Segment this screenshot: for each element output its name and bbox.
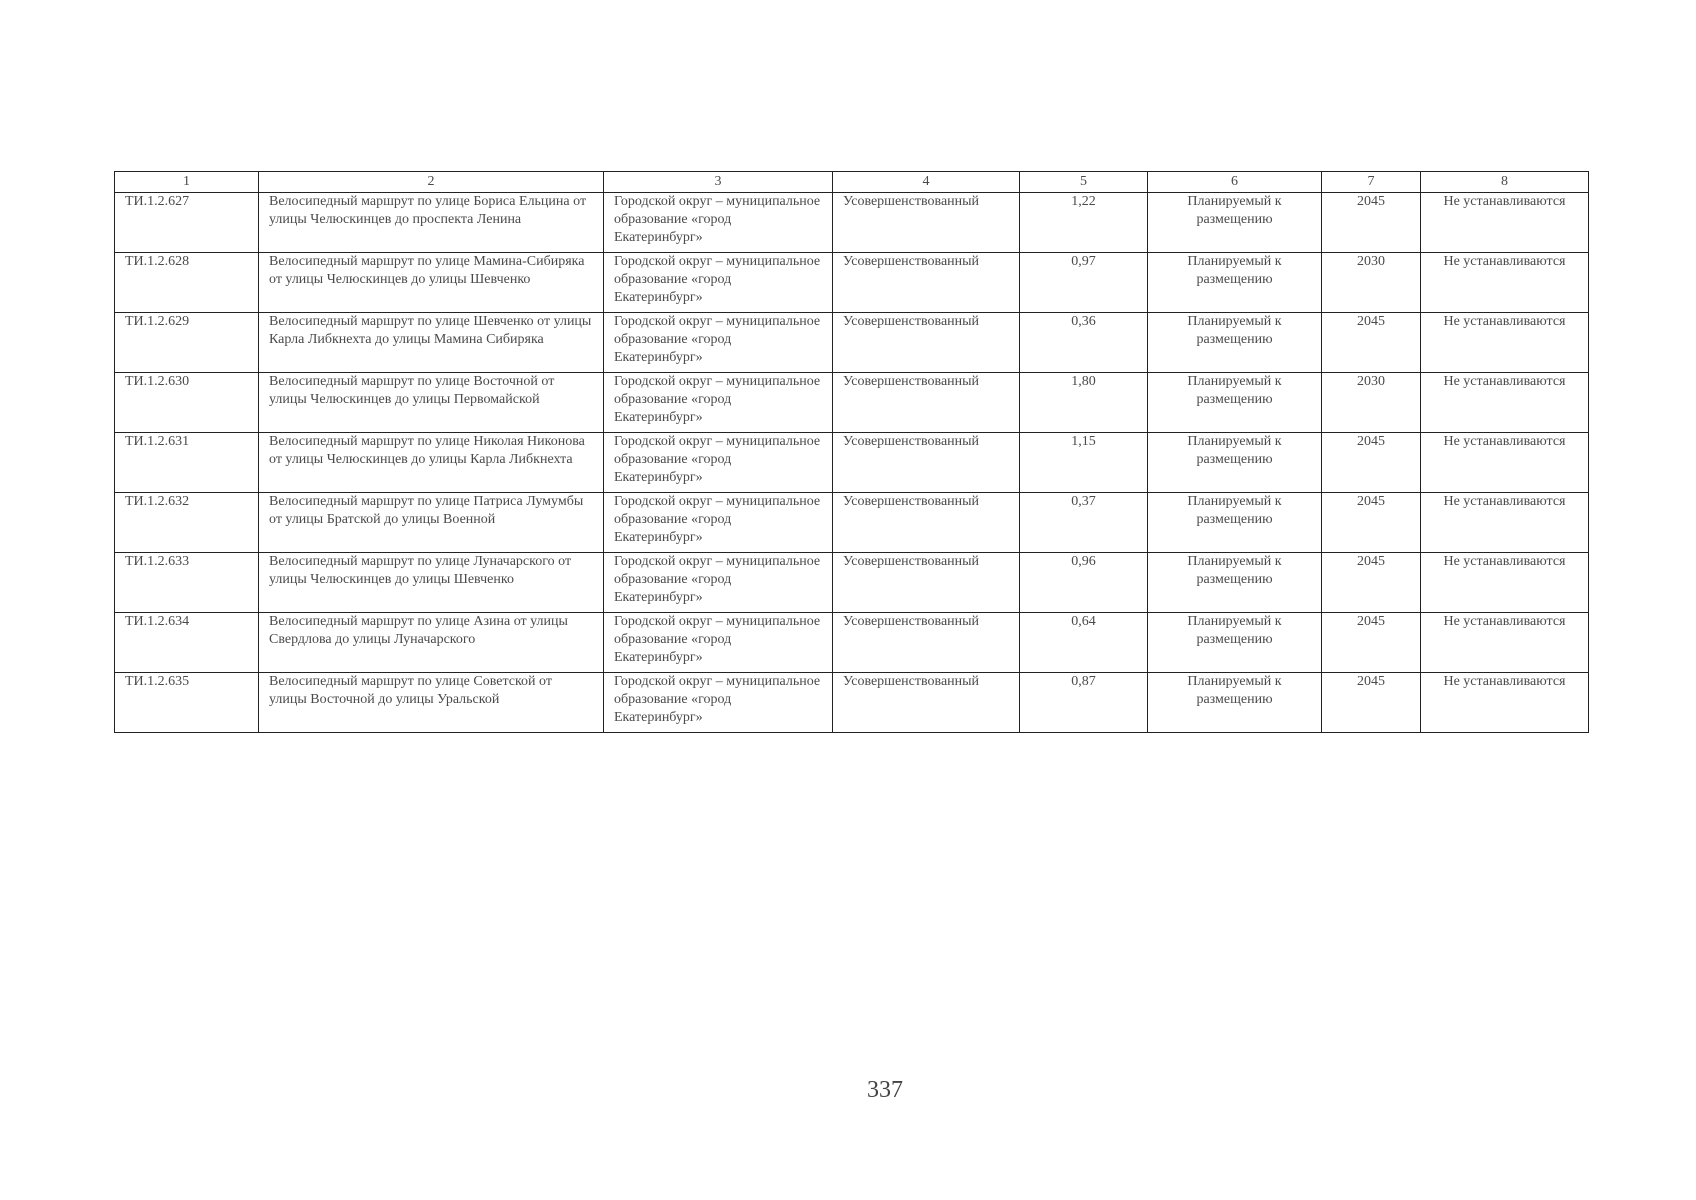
row-year: 2045 — [1322, 553, 1421, 613]
row-code: ТИ.1.2.631 — [115, 433, 259, 493]
row-name: Велосипедный маршрут по улице Николая Никонова от улицы Челюскинцев до улицы Карла Либкнехта — [259, 433, 604, 493]
row-year: 2030 — [1322, 253, 1421, 313]
table-body — [115, 193, 1589, 733]
row-code: ТИ.1.2.634 — [115, 613, 259, 673]
row-zones: Не устанавливаются — [1421, 253, 1589, 313]
row-location: Городской округ – муниципальное образование «город Екатеринбург» — [604, 613, 833, 673]
table-row — [115, 253, 1589, 313]
row-code: ТИ.1.2.635 — [115, 673, 259, 733]
row-length: 0,64 — [1020, 613, 1148, 673]
header-col-3: 3 — [604, 172, 833, 193]
row-name: Велосипедный маршрут по улице Шевченко от улицы Карла Либкнехта до улицы Мамина Сибиряка — [259, 313, 604, 373]
row-location: Городской округ – муниципальное образование «город Екатеринбург» — [604, 313, 833, 373]
row-zones: Не устанавливаются — [1421, 193, 1589, 253]
header-col-4: 4 — [833, 172, 1020, 193]
table-row — [115, 193, 1589, 253]
row-status: Планируемый к размещению — [1148, 433, 1322, 493]
table-row — [115, 673, 1589, 733]
row-type: Усовершенствованный — [833, 253, 1020, 313]
row-type: Усовершенствованный — [833, 673, 1020, 733]
row-status: Планируемый к размещению — [1148, 193, 1322, 253]
row-name: Велосипедный маршрут по улице Луначарского от улицы Челюскинцев до улицы Шевченко — [259, 553, 604, 613]
header-col-1: 1 — [115, 172, 259, 193]
row-type: Усовершенствованный — [833, 433, 1020, 493]
row-code: ТИ.1.2.628 — [115, 253, 259, 313]
row-code: ТИ.1.2.632 — [115, 493, 259, 553]
row-location: Городской округ – муниципальное образование «город Екатеринбург» — [604, 493, 833, 553]
row-location: Городской округ – муниципальное образование «город Екатеринбург» — [604, 433, 833, 493]
row-year: 2045 — [1322, 673, 1421, 733]
header-col-5: 5 — [1020, 172, 1148, 193]
row-zones: Не устанавливаются — [1421, 613, 1589, 673]
header-col-6: 6 — [1148, 172, 1322, 193]
row-code: ТИ.1.2.630 — [115, 373, 259, 433]
row-year: 2030 — [1322, 373, 1421, 433]
row-zones: Не устанавливаются — [1421, 673, 1589, 733]
row-status: Планируемый к размещению — [1148, 553, 1322, 613]
row-year: 2045 — [1322, 613, 1421, 673]
row-zones: Не устанавливаются — [1421, 313, 1589, 373]
row-code: ТИ.1.2.629 — [115, 313, 259, 373]
row-year: 2045 — [1322, 193, 1421, 253]
row-type: Усовершенствованный — [833, 553, 1020, 613]
row-location: Городской округ – муниципальное образование «город Екатеринбург» — [604, 553, 833, 613]
row-location: Городской округ – муниципальное образование «город Екатеринбург» — [604, 253, 833, 313]
row-length: 0,87 — [1020, 673, 1148, 733]
row-length: 1,15 — [1020, 433, 1148, 493]
row-status: Планируемый к размещению — [1148, 493, 1322, 553]
table-row — [115, 553, 1589, 613]
row-type: Усовершенствованный — [833, 313, 1020, 373]
row-location: Городской округ – муниципальное образование «город Екатеринбург» — [604, 673, 833, 733]
table-header-row — [115, 172, 1589, 193]
row-length: 0,97 — [1020, 253, 1148, 313]
row-length: 1,22 — [1020, 193, 1148, 253]
row-status: Планируемый к размещению — [1148, 373, 1322, 433]
table-row — [115, 613, 1589, 673]
row-code: ТИ.1.2.633 — [115, 553, 259, 613]
row-name: Велосипедный маршрут по улице Восточной от улицы Челюскинцев до улицы Первомайской — [259, 373, 604, 433]
row-name: Велосипедный маршрут по улице Патриса Лумумбы от улицы Братской до улицы Военной — [259, 493, 604, 553]
row-status: Планируемый к размещению — [1148, 613, 1322, 673]
row-year: 2045 — [1322, 313, 1421, 373]
row-status: Планируемый к размещению — [1148, 313, 1322, 373]
row-type: Усовершенствованный — [833, 613, 1020, 673]
table-row — [115, 313, 1589, 373]
row-code: ТИ.1.2.627 — [115, 193, 259, 253]
row-length: 0,96 — [1020, 553, 1148, 613]
row-length: 0,36 — [1020, 313, 1148, 373]
row-status: Планируемый к размещению — [1148, 673, 1322, 733]
table-row — [115, 373, 1589, 433]
row-length: 0,37 — [1020, 493, 1148, 553]
row-length: 1,80 — [1020, 373, 1148, 433]
row-type: Усовершенствованный — [833, 373, 1020, 433]
row-status: Планируемый к размещению — [1148, 253, 1322, 313]
header-col-8: 8 — [1421, 172, 1589, 193]
row-zones: Не устанавливаются — [1421, 553, 1589, 613]
header-col-2: 2 — [259, 172, 604, 193]
row-name: Велосипедный маршрут по улице Мамина-Сибиряка от улицы Челюскинцев до улицы Шевченко — [259, 253, 604, 313]
row-year: 2045 — [1322, 433, 1421, 493]
row-type: Усовершенствованный — [833, 493, 1020, 553]
row-name: Велосипедный маршрут по улице Азина от улицы Свердлова до улицы Луначарского — [259, 613, 604, 673]
table-row — [115, 433, 1589, 493]
row-name: Велосипедный маршрут по улице Бориса Ельцина от улицы Челюскинцев до проспекта Ленина — [259, 193, 604, 253]
row-zones: Не устанавливаются — [1421, 493, 1589, 553]
row-zones: Не устанавливаются — [1421, 433, 1589, 493]
table-row — [115, 493, 1589, 553]
page-number: 337 — [867, 1077, 903, 1103]
infrastructure-table — [114, 171, 1589, 733]
header-col-7: 7 — [1322, 172, 1421, 193]
row-type: Усовершенствованный — [833, 193, 1020, 253]
row-location: Городской округ – муниципальное образование «город Екатеринбург» — [604, 193, 833, 253]
row-zones: Не устанавливаются — [1421, 373, 1589, 433]
row-name: Велосипедный маршрут по улице Советской от улицы Восточной до улицы Уральской — [259, 673, 604, 733]
row-year: 2045 — [1322, 493, 1421, 553]
row-location: Городской округ – муниципальное образование «город Екатеринбург» — [604, 373, 833, 433]
